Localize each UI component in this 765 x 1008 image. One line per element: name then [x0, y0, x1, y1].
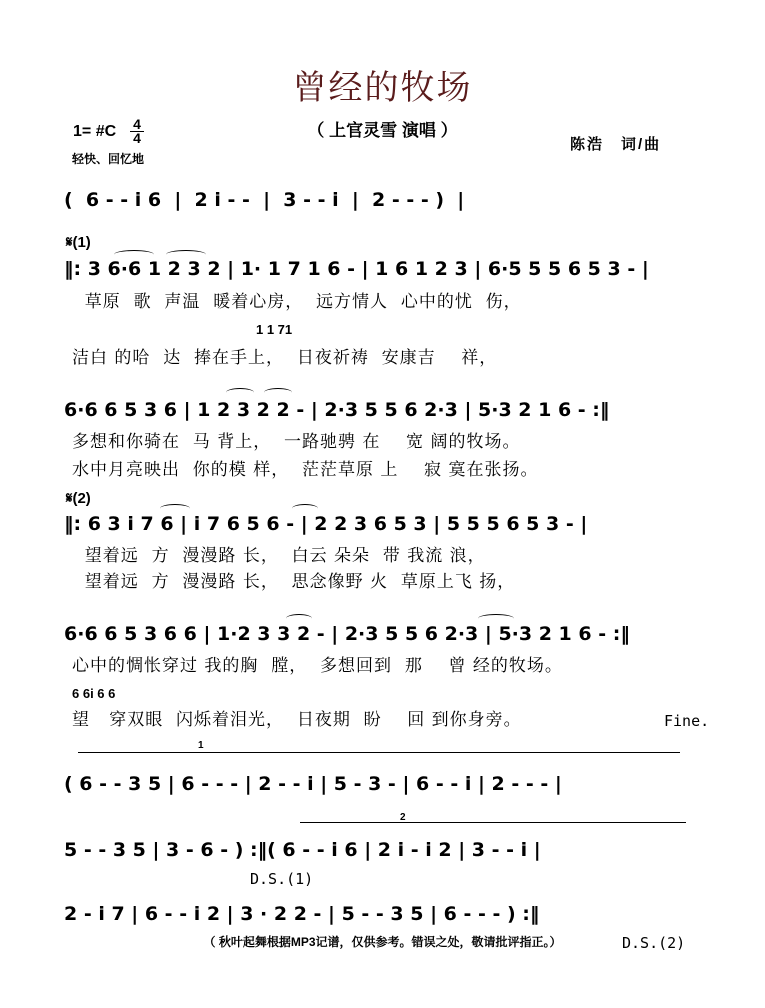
lyric-row-4b: 望 穿双眼 闪烁着泪光， 日夜期 盼 回 到你身旁。: [72, 710, 522, 730]
volta-label-1: 1: [198, 740, 204, 751]
segno-1: 𝄋(1): [66, 234, 91, 251]
score-row-4: 6·6 6 5 3 6 6 | 1·2 3 3 2 - | 2·3 5 5 6 2·3 | 5·3 2 1 6 - :‖: [64, 623, 630, 645]
tempo-marking: 轻快、回忆地: [72, 152, 145, 166]
meter-top: 4: [133, 116, 141, 132]
lyric-row-3b: 望着远 方 漫漫路 长， 思念像野 火 草原上飞 扬，: [72, 572, 516, 592]
lyric-row-1a: 草原 歌 声温 暖着心房， 远方情人 心中的忧 伤，: [72, 292, 522, 312]
score-row-5: ( 6 - - 3 5 | 6 - - - | 2 - - i | 5 - 3 - | 6 - - i | 2 - - - |: [64, 773, 562, 795]
lyric-row-2b: 水中月亮映出 你的模 样， 茫茫草原 上 寂 寞在张扬。: [72, 460, 539, 480]
composer-credit: 陈浩 词/曲: [570, 136, 662, 153]
score-row-2: 6·6 6 5 3 6 | 1 2 3 2 2 - | 2·3 5 5 6 2·3 | 5·3 2 1 6 - :‖: [64, 399, 610, 421]
time-signature: [130, 118, 144, 145]
lyric-row-2a: 多想和你骑在 马 背上， 一路驰骋 在 宽 阔的牧场。: [72, 432, 521, 452]
alt-notes: 1 1 71: [256, 322, 293, 337]
meter-bottom: 4: [130, 131, 144, 145]
score-row-3: ‖: 6 3 i 7 6 | i 7 6 5 6 - | 2 2 3 6 5 3 | 5 5 5 6 5 3 - |: [64, 513, 588, 535]
score-row-intro: ( 6 - - i 6 | 2 i - - | 3 - - i | 2 - - - ) |: [64, 189, 465, 211]
volta-label-2: 2: [400, 812, 406, 823]
key-signature: 1= #C: [73, 123, 117, 140]
performer-credit: （ 上官灵雪 演唱 ）: [307, 121, 458, 140]
lyric-row-1b: 洁白 的哈 达 捧在手上， 日夜祈祷 安康吉 祥，: [72, 348, 498, 368]
volta-bracket-2: [300, 822, 686, 823]
fine-marking: Fine.: [664, 712, 710, 730]
lyric-row-4a: 心中的惆怅穿过 我的胸 膛， 多想回到 那 曾 经的牧场。: [72, 656, 563, 676]
score-row-7: 2 - i 7 | 6 - - i 2 | 3 · 2 2 - | 5 - - 3 5 | 6 - - - ) :‖: [64, 903, 540, 925]
ds-2-marking: D.S.(2): [622, 934, 686, 952]
song-title: 曾经的牧场: [292, 68, 473, 108]
footnote: （ 秋叶起舞根据MP3记谱，仅供参考。错误之处，敬请批评指正。）: [203, 935, 562, 949]
ds-1-marking: D.S.(1): [250, 870, 314, 888]
alt-notes-2: 6 6i 6 6: [72, 686, 116, 701]
score-row-1: ‖: 3 6·6 1 2 3 2 | 1· 1 7 1 6 - | 1 6 1 2 3 | 6·5 5 5 6 5 3 - |: [64, 258, 649, 280]
volta-bracket-1: [78, 752, 680, 753]
segno-2: 𝄋(2): [66, 490, 91, 507]
lyric-row-3a: 望着远 方 漫漫路 长， 白云 朵朵 带 我流 浪，: [72, 546, 486, 566]
score-row-6: 5 - - 3 5 | 3 - 6 - ) :‖( 6 - - i 6 | 2 i - i 2 | 3 - - i |: [64, 839, 541, 861]
